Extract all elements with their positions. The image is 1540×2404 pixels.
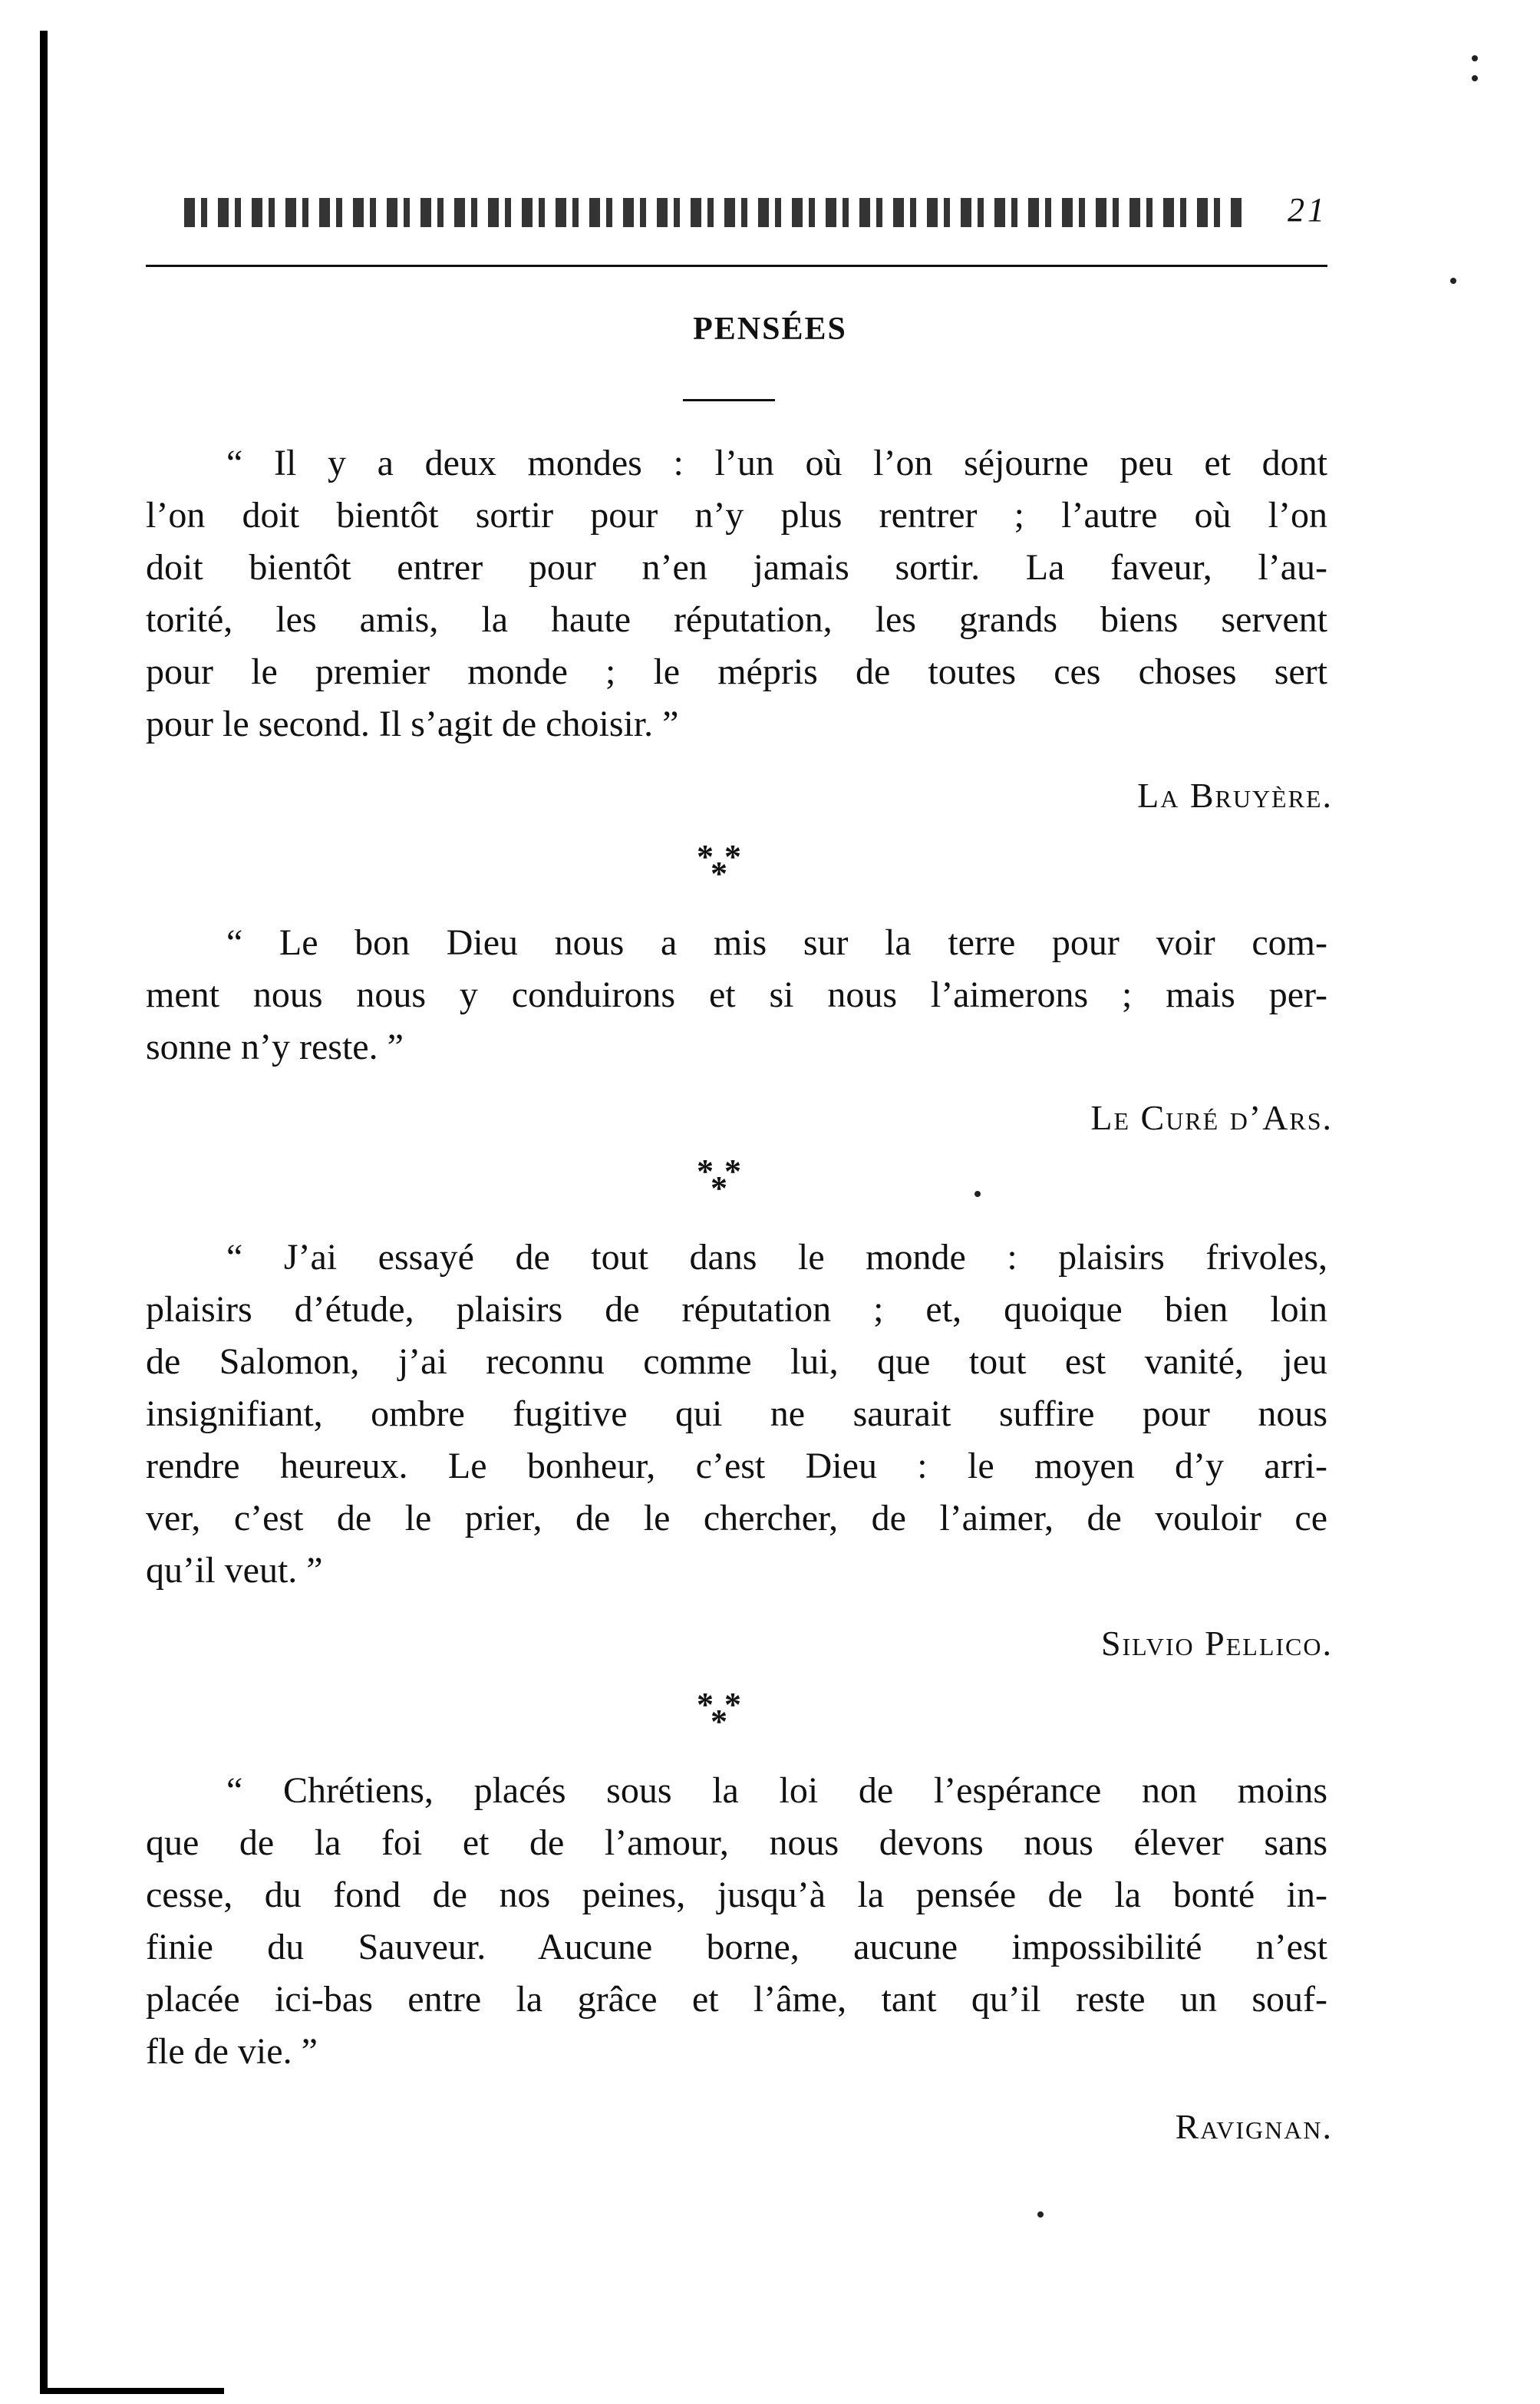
- quote-line: torité, les amis, la haute réputation, les grands biens servent: [146, 599, 1327, 640]
- asterism-star: *: [724, 1153, 741, 1190]
- scan-speck: [1472, 75, 1478, 81]
- ornamental-header-band: [184, 198, 1243, 227]
- quote-block: [146, 1765, 1327, 2078]
- quote-line: cesse, du fond de nos peines, jusqu’à la pensée de la bonté in-: [146, 1875, 1327, 1915]
- title-rule: [683, 399, 775, 401]
- quote-block: [146, 917, 1327, 1073]
- quote-line: de Salomon, j’ai reconnu comme lui, que tout est vanité, jeu: [146, 1341, 1327, 1382]
- asterism-star: *: [724, 1686, 741, 1723]
- quote-line: pour le second. Il s’agit de choisir. ”: [146, 704, 679, 744]
- asterism-divider: [691, 1155, 752, 1209]
- scan-speck: [1037, 2211, 1044, 2218]
- quote-line: fle de vie. ”: [146, 2031, 318, 2072]
- asterism-star: *: [711, 855, 727, 892]
- quote-block: [146, 1232, 1327, 1597]
- header-rule: [146, 265, 1327, 267]
- quote-author: Le Curé d’Ars.: [1090, 1098, 1333, 1137]
- quote-line: qu’il veut. ”: [146, 1550, 323, 1591]
- asterism-star: *: [697, 1153, 714, 1190]
- quote-line: “ Il y a deux mondes : l’un où l’on séjourne peu et dont: [226, 443, 1327, 483]
- scan-speck: [1450, 278, 1456, 284]
- quote-line: doit bientôt entrer pour n’en jamais sortir. La faveur, l’au-: [146, 547, 1327, 588]
- page-binding-foot: [40, 2388, 224, 2394]
- asterism-star: *: [697, 838, 714, 876]
- quote-line: finie du Sauveur. Aucune borne, aucune impossibilité n’est: [146, 1927, 1327, 1967]
- quote-author: Silvio Pellico.: [1100, 1624, 1333, 1663]
- asterism-star: *: [711, 1169, 727, 1207]
- quote-line: “ Chrétiens, placés sous la loi de l’espérance non moins: [226, 1770, 1327, 1811]
- quote-line: placée ici-bas entre la grâce et l’âme, tant qu’il reste un souf-: [146, 1979, 1327, 2020]
- quote-author: Ravignan.: [1175, 2107, 1333, 2146]
- scan-speck: [1472, 55, 1478, 61]
- quote-block: [146, 437, 1327, 750]
- section-title: PENSÉES: [693, 312, 847, 347]
- quote-line: plaisirs d’étude, plaisirs de réputation ; et, quoique bien loin: [146, 1289, 1327, 1330]
- running-header: [146, 190, 1327, 236]
- page-binding-edge: [40, 31, 48, 2394]
- quote-line: sonne n’y reste. ”: [146, 1027, 404, 1067]
- quote-line: pour le premier monde ; le mépris de toutes ces choses sert: [146, 651, 1327, 692]
- asterism-star: *: [711, 1703, 727, 1740]
- quote-line: ment nous nous y conduirons et si nous l’aimerons ; mais per-: [146, 974, 1327, 1015]
- quote-line: “ Le bon Dieu nous a mis sur la terre pour voir com-: [226, 922, 1327, 963]
- quote-line: ver, c’est de le prier, de le chercher, de l’aimer, de vouloir ce: [146, 1498, 1327, 1538]
- quote-line: insignifiant, ombre fugitive qui ne saurait suffire pour nous: [146, 1393, 1327, 1434]
- quote-line: l’on doit bientôt sortir pour n’y plus rentrer ; l’autre où l’on: [146, 495, 1327, 536]
- quote-line: “ J’ai essayé de tout dans le monde : plaisirs frivoles,: [226, 1237, 1327, 1278]
- scan-speck: [974, 1191, 981, 1197]
- asterism-divider: [691, 1688, 752, 1742]
- asterism-star: *: [697, 1686, 714, 1723]
- quote-line: rendre heureux. Le bonheur, c’est Dieu : le moyen d’y arri-: [146, 1446, 1327, 1486]
- quote-line: que de la foi et de l’amour, nous devons nous élever sans: [146, 1822, 1327, 1863]
- page-number: 21: [1288, 191, 1327, 229]
- quote-author: La Bruyère.: [1137, 776, 1333, 815]
- asterism-star: *: [724, 838, 741, 876]
- asterism-divider: [691, 840, 752, 894]
